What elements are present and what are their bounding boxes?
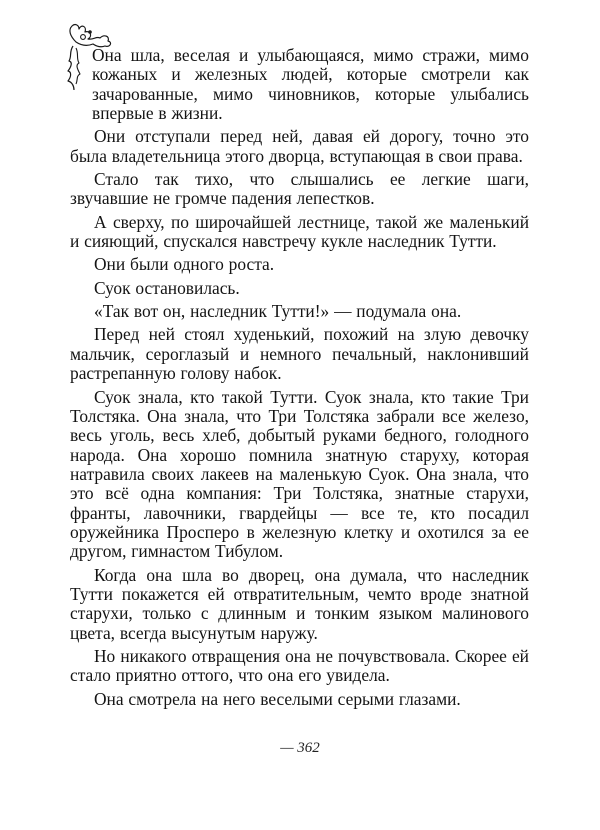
paragraph: Она шла, веселая и улыбающаяся, мимо стражи, мимо кожаных и железных людей, которые смотрели как зачарованные, мимо чиновников, которые улыбались впервые в жизни. <box>92 45 529 124</box>
paragraph: Но никакого отвращения она не почувствовала. Скорее ей стало приятно оттого, что она его увидела. <box>70 645 529 686</box>
paragraph: А сверху, по широчайшей лестнице, такой же маленький и сияющий, спускался навстречу кукле наследник Тутти. <box>70 211 529 252</box>
text-block <box>70 46 529 709</box>
page-number: — 362 <box>280 740 320 756</box>
paragraph: Она смотрела на него веселыми серыми глазами. <box>94 688 461 709</box>
paragraph: Они отступали перед ней, давая ей дорогу, точно это была владетельница этого дворца, вступающая в свои права. <box>70 126 529 166</box>
paragraph: Перед ней стоял худенький, похожий на злую девочку мальчик, сероглазый и немного печальный, наклонивший растрепанную голову набок. <box>70 324 529 384</box>
paragraph: Когда она шла во дворец, она думала, что наследник Тутти покажется ей отвратительным, чемто вроде знатной старухи, только с длинным и тонким языком малинового цвета, всегда высунутым наружу. <box>70 564 529 643</box>
paragraph: Суок остановилась. <box>94 277 240 298</box>
paragraph: Стало так тихо, что слышались ее легкие шаги, звучавшие не громче падения лепестков. <box>70 169 529 209</box>
paragraph: Они были одного роста. <box>94 254 275 275</box>
paragraph: «Так вот он, наследник Тутти!» — подумала она. <box>94 301 462 322</box>
paragraph: Суок знала, кто такой Тутти. Суок знала, кто такие Три Толстяка. Она знала, что Три Толстяка забрали все железо, весь уголь, весь хлеб, добытый руками бедного, голодного народа. Она хорошо помнила знатную старуху, которая натравила своих лакеев на маленькую Суок. Она знала, что это всё одна компания: Три Толстяка, знатные старухи, франты, лавочники, гвардейцы — все те, кто посадил оружейника Просперо в железную клетку и охотился за ее другом, гимнастом Тибулом. <box>70 386 529 562</box>
